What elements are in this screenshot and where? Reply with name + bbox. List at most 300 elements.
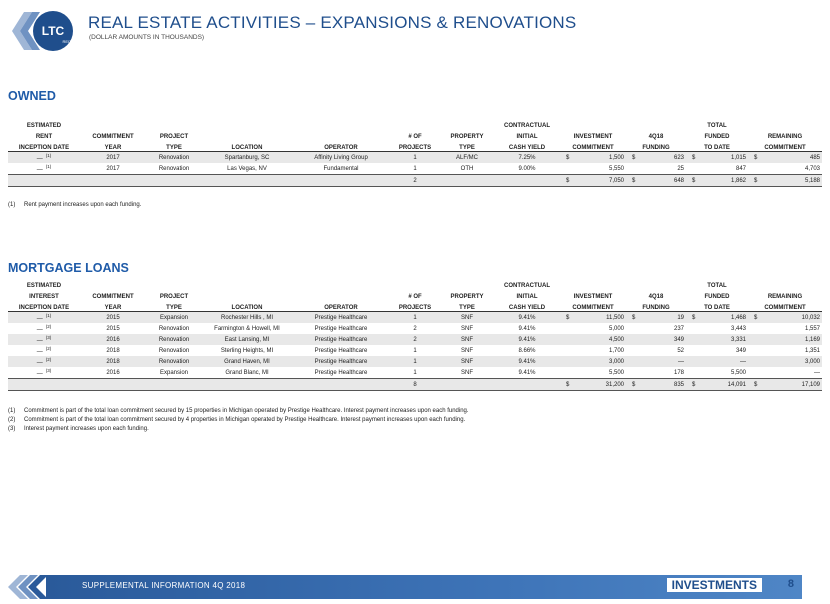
amount: — <box>678 358 684 365</box>
amount: 7,050 <box>608 177 624 184</box>
yield-cell: 7.25% <box>494 152 560 164</box>
column-header: CASH YIELD <box>494 140 560 152</box>
money-cell <box>626 367 686 379</box>
amount: 1,468 <box>730 314 746 321</box>
owned-section-title: OWNED <box>8 89 56 103</box>
money-cell <box>560 379 626 391</box>
currency-symbol: $ <box>632 177 636 184</box>
money-cell <box>748 356 822 367</box>
inception-cell <box>8 345 80 356</box>
column-header: COMMITMENT <box>560 140 626 152</box>
mortgage-section-title: MORTGAGE LOANS <box>8 261 129 275</box>
amount: 31,200 <box>605 381 624 388</box>
money-cell <box>686 323 748 334</box>
currency-symbol: $ <box>632 381 636 388</box>
inception-cell <box>8 163 80 175</box>
page-subtitle: (DOLLAR AMOUNTS IN THOUSANDS) <box>89 34 205 41</box>
amount: 19 <box>677 314 684 321</box>
column-header: REMAINING <box>767 294 803 300</box>
column-header: COMMITMENT <box>560 300 626 312</box>
money-cell <box>686 152 748 164</box>
amount: 5,550 <box>608 165 624 172</box>
inception-value: — <box>36 360 43 366</box>
location-cell: East Lansing, MI <box>202 334 292 345</box>
table-row <box>8 163 822 175</box>
inception-cell <box>8 356 80 367</box>
year-cell: 2018 <box>80 356 146 367</box>
money-cell <box>748 379 822 391</box>
money-cell <box>560 312 626 324</box>
page-title: REAL ESTATE ACTIVITIES – EXPANSIONS & RENOVATIONS <box>88 13 577 32</box>
footnote-marker: (2) <box>45 357 52 362</box>
money-cell <box>686 334 748 345</box>
owned-footnotes <box>8 201 141 210</box>
amount: 3,331 <box>730 336 746 343</box>
column-header <box>748 278 822 289</box>
column-header <box>80 118 146 129</box>
money-cell <box>686 163 748 175</box>
location-cell: Sterling Heights, MI <box>220 347 274 354</box>
footnote-number: (1) <box>8 202 16 208</box>
column-header <box>202 278 292 289</box>
column-header <box>292 118 390 129</box>
amount: 1,351 <box>804 347 820 354</box>
column-header: FUNDED <box>704 294 730 300</box>
column-header <box>390 118 440 129</box>
amount: 3,443 <box>730 325 746 332</box>
money-cell <box>748 163 822 175</box>
footnote-number: (3) <box>8 426 16 432</box>
column-header: INTEREST <box>29 294 59 300</box>
type-cell: Renovation <box>146 334 202 345</box>
projects-cell: 2 <box>390 334 440 345</box>
footnote-text: Rent payment increases upon each funding. <box>24 202 142 208</box>
table-row <box>8 334 822 345</box>
empty-cell <box>80 175 146 187</box>
column-header: TYPE <box>440 140 494 152</box>
inception-cell <box>8 323 80 334</box>
mortgage-footnotes <box>8 407 469 434</box>
column-header: PROPERTY <box>450 294 484 300</box>
column-header: LOCATION <box>202 300 292 312</box>
money-cell <box>560 367 626 379</box>
column-header <box>292 289 390 300</box>
currency-symbol: $ <box>566 314 570 321</box>
amount: 11,500 <box>606 314 624 321</box>
column-header: PROJECTS <box>390 140 440 152</box>
money-cell <box>560 175 626 187</box>
header-row <box>8 289 822 300</box>
currency-symbol: $ <box>566 177 570 184</box>
inception-value: — <box>36 349 43 355</box>
amount: 1,169 <box>804 336 820 343</box>
column-header: ESTIMATED <box>26 123 62 129</box>
column-header: COMMITMENT <box>748 140 822 152</box>
ptype-cell: ALF/MC <box>440 152 494 164</box>
currency-symbol: $ <box>632 314 636 321</box>
location-cell: Rochester Hills , MI <box>202 312 292 324</box>
column-header <box>626 278 686 289</box>
column-header <box>292 278 390 289</box>
currency-symbol: $ <box>754 381 758 388</box>
operator-cell: Prestige Healthcare <box>314 325 368 332</box>
column-header: REMAINING <box>767 134 803 140</box>
table-row <box>8 323 822 334</box>
projects-cell: 1 <box>413 347 417 354</box>
column-header: LOCATION <box>202 140 292 152</box>
location-cell: Grand Blanc, MI <box>225 369 269 376</box>
amount: 1,015 <box>730 154 746 161</box>
column-header: COMMITMENT <box>92 294 134 300</box>
money-cell <box>560 356 626 367</box>
money-cell <box>748 334 822 345</box>
empty-cell <box>202 175 292 187</box>
column-header: PROJECT <box>159 134 189 140</box>
empty-cell <box>8 379 80 391</box>
amount: — <box>740 358 746 365</box>
inception-value: — <box>36 167 43 173</box>
empty-cell <box>494 175 560 187</box>
amount: 10,032 <box>801 314 820 321</box>
amount: 3,000 <box>608 358 624 365</box>
currency-symbol: $ <box>632 154 636 161</box>
ltc-logo <box>10 8 76 54</box>
inception-value: — <box>36 316 43 322</box>
column-header: FUNDED <box>704 134 730 140</box>
table-row <box>8 367 822 379</box>
column-header: INVESTMENT <box>573 294 613 300</box>
amount: 648 <box>673 177 684 184</box>
footnote <box>8 425 469 434</box>
column-header: COMMITMENT <box>92 134 134 140</box>
column-header: INVESTMENT <box>573 134 613 140</box>
year-cell: 2018 <box>106 347 120 354</box>
amount: 25 <box>677 165 684 172</box>
column-header <box>440 278 494 289</box>
column-header: INITIAL <box>516 294 538 300</box>
money-cell <box>560 152 626 164</box>
projects-cell: 1 <box>390 312 440 324</box>
logo-chevron-icon <box>10 8 76 54</box>
footnote-text: Interest payment increases upon each funding. <box>24 426 149 432</box>
inception-cell <box>8 152 80 164</box>
money-cell <box>560 163 626 175</box>
currency-symbol: $ <box>754 314 758 321</box>
money-cell <box>626 345 686 356</box>
projects-cell: 1 <box>413 165 417 172</box>
amount: 349 <box>673 336 684 343</box>
operator-cell: Prestige Healthcare <box>292 356 390 367</box>
footnote-marker: (1) <box>45 164 52 169</box>
amount: 52 <box>677 347 684 354</box>
amount: 485 <box>809 154 820 161</box>
total-projects-cell: 2 <box>390 175 440 187</box>
column-header: PROJECT <box>159 294 189 300</box>
amount: 5,000 <box>608 325 624 332</box>
inception-value: — <box>36 156 43 162</box>
column-header: RENT <box>35 134 53 140</box>
column-header: COMMITMENT <box>748 300 822 312</box>
yield-cell: 8.66% <box>518 347 536 354</box>
column-header: PROPERTY <box>450 134 484 140</box>
operator-cell: Prestige Healthcare <box>292 312 390 324</box>
location-cell: Spartanburg, SC <box>202 152 292 164</box>
footnote-marker: (2) <box>45 324 52 329</box>
footnote <box>8 407 469 416</box>
projects-cell: 1 <box>390 152 440 164</box>
column-header: YEAR <box>80 140 146 152</box>
table-row <box>8 356 822 367</box>
table-row <box>8 152 822 164</box>
currency-symbol: $ <box>692 154 696 161</box>
inception-value: — <box>36 327 43 333</box>
type-cell: Expansion <box>159 369 189 376</box>
column-header: CONTRACTUAL <box>504 123 550 129</box>
currency-symbol: $ <box>566 381 570 388</box>
column-header <box>202 289 292 300</box>
inception-cell <box>8 367 80 379</box>
column-header <box>202 118 292 129</box>
footnote-text: Commitment is part of the total loan commitment secured by 15 properties in Michigan operated by Prestige Healthcare. Interest payment increases upon each funding. <box>24 408 469 414</box>
operator-cell: Affinity Living Group <box>292 152 390 164</box>
total-projects-cell: 8 <box>390 379 440 391</box>
column-header: FUNDING <box>626 140 686 152</box>
location-cell: Grand Haven, MI <box>202 356 292 367</box>
footnote-marker: (1) <box>45 313 52 318</box>
footnote-number: (2) <box>8 417 16 423</box>
ptype-cell: SNF <box>440 312 494 324</box>
money-cell <box>748 175 822 187</box>
type-cell: Renovation <box>146 356 202 367</box>
total-row <box>8 175 822 187</box>
ptype-cell: OTH <box>460 165 474 172</box>
column-header <box>292 129 390 140</box>
year-cell: 2016 <box>80 334 146 345</box>
money-cell <box>748 323 822 334</box>
column-header: INITIAL <box>516 134 538 140</box>
amount: 623 <box>673 154 684 161</box>
money-cell <box>626 312 686 324</box>
operator-cell: Prestige Healthcare <box>292 334 390 345</box>
currency-symbol: $ <box>566 154 570 161</box>
table-row <box>8 312 822 324</box>
ptype-cell: SNF <box>461 325 473 332</box>
amount: 1,700 <box>608 347 624 354</box>
type-cell: Renovation <box>158 325 190 332</box>
column-header <box>390 278 440 289</box>
column-header: OPERATOR <box>292 300 390 312</box>
money-cell <box>686 175 748 187</box>
column-header: # OF <box>408 294 422 300</box>
year-cell: 2017 <box>106 165 120 172</box>
amount: 349 <box>735 347 746 354</box>
money-cell <box>626 152 686 164</box>
amount: 5,500 <box>608 369 624 376</box>
footer-supplemental-label: SUPPLEMENTAL INFORMATION 4Q 2018 <box>82 581 246 590</box>
yield-cell: 9.41% <box>494 312 560 324</box>
column-header: INCEPTION DATE <box>8 140 80 152</box>
footnote-marker: (1) <box>45 153 52 158</box>
currency-symbol: $ <box>692 314 696 321</box>
money-cell <box>686 312 748 324</box>
money-cell <box>560 345 626 356</box>
empty-cell <box>292 175 390 187</box>
footnote <box>8 201 141 210</box>
money-cell <box>626 356 686 367</box>
header-row <box>8 140 822 152</box>
logo-text: LTC <box>41 24 65 38</box>
type-cell: Expansion <box>146 312 202 324</box>
empty-cell <box>292 379 390 391</box>
column-header: TO DATE <box>686 300 748 312</box>
money-cell <box>686 379 748 391</box>
year-cell: 2015 <box>80 312 146 324</box>
amount: 1,500 <box>608 154 624 161</box>
amount: 237 <box>673 325 684 332</box>
yield-cell: 9.41% <box>518 325 536 332</box>
column-header: TYPE <box>440 300 494 312</box>
money-cell <box>626 163 686 175</box>
empty-cell <box>8 175 80 187</box>
column-header: CONTRACTUAL <box>504 283 550 289</box>
type-cell: Renovation <box>158 347 190 354</box>
column-header: TO DATE <box>686 140 748 152</box>
money-cell <box>748 367 822 379</box>
money-cell <box>686 345 748 356</box>
projects-cell: 1 <box>390 356 440 367</box>
amount: 5,500 <box>730 369 746 376</box>
money-cell <box>560 323 626 334</box>
column-header <box>146 118 202 129</box>
column-header: 4Q18 <box>648 294 664 300</box>
amount: 4,703 <box>804 165 820 172</box>
amount: 847 <box>735 165 746 172</box>
column-header: TOTAL <box>707 123 727 129</box>
projects-cell: 1 <box>413 369 417 376</box>
amount: 835 <box>673 381 684 388</box>
money-cell <box>686 367 748 379</box>
amount: — <box>814 369 820 376</box>
footnote-marker: (3) <box>45 368 52 373</box>
money-cell <box>626 175 686 187</box>
money-cell <box>626 379 686 391</box>
type-cell: Renovation <box>146 152 202 164</box>
empty-cell <box>440 379 494 391</box>
ptype-cell: SNF <box>440 356 494 367</box>
location-cell: Las Vegas, NV <box>227 165 267 172</box>
money-cell <box>748 312 822 324</box>
amount: 4,500 <box>608 336 624 343</box>
empty-cell <box>146 379 202 391</box>
column-header <box>146 278 202 289</box>
year-cell: 2017 <box>80 152 146 164</box>
column-header <box>560 278 626 289</box>
operator-cell: Prestige Healthcare <box>314 369 368 376</box>
header-row <box>8 129 822 140</box>
projects-cell: 2 <box>413 325 417 332</box>
currency-symbol: $ <box>754 177 758 184</box>
empty-cell <box>494 379 560 391</box>
footnote <box>8 416 469 425</box>
money-cell <box>626 323 686 334</box>
amount: 14,091 <box>727 381 746 388</box>
footnote-marker: (3) <box>45 335 52 340</box>
amount: 1,862 <box>730 177 746 184</box>
column-header <box>440 118 494 129</box>
total-row <box>8 379 822 391</box>
column-header: CASH YIELD <box>494 300 560 312</box>
empty-cell <box>146 175 202 187</box>
empty-cell <box>80 379 146 391</box>
amount: 5,188 <box>804 177 820 184</box>
column-header: # OF <box>408 134 422 140</box>
inception-value: — <box>36 371 43 377</box>
currency-symbol: $ <box>692 381 696 388</box>
inception-cell <box>8 334 80 345</box>
column-header: TYPE <box>146 300 202 312</box>
column-header: TOTAL <box>707 283 727 289</box>
money-cell <box>748 345 822 356</box>
page-number: 8 <box>787 578 794 590</box>
amount: 1,557 <box>804 325 820 332</box>
column-header <box>202 129 292 140</box>
column-header: 4Q18 <box>648 134 664 140</box>
column-header <box>748 118 822 129</box>
empty-cell <box>202 379 292 391</box>
operator-cell: Prestige Healthcare <box>314 347 368 354</box>
footnote-number: (1) <box>8 408 16 414</box>
header-row <box>8 278 822 289</box>
logo-subtext: REIT <box>62 39 72 44</box>
column-header: YEAR <box>80 300 146 312</box>
column-header: FUNDING <box>626 300 686 312</box>
yield-cell: 9.41% <box>494 356 560 367</box>
currency-symbol: $ <box>754 154 758 161</box>
amount: 3,000 <box>804 358 820 365</box>
money-cell <box>560 334 626 345</box>
empty-cell <box>440 175 494 187</box>
yield-cell: 9.00% <box>518 165 536 172</box>
operator-cell: Fundamental <box>323 165 359 172</box>
header-row <box>8 300 822 312</box>
ptype-cell: SNF <box>440 334 494 345</box>
table-row <box>8 345 822 356</box>
owned-table <box>8 118 822 187</box>
ptype-cell: SNF <box>461 347 473 354</box>
year-cell: 2015 <box>106 325 120 332</box>
ptype-cell: SNF <box>461 369 473 376</box>
amount: 17,109 <box>801 381 820 388</box>
inception-cell <box>8 312 80 324</box>
column-header: INCEPTION DATE <box>8 300 80 312</box>
column-header <box>626 118 686 129</box>
footer <box>0 570 830 604</box>
yield-cell: 9.41% <box>518 369 536 376</box>
footnote-text: Commitment is part of the total loan commitment secured by 4 properties in Michigan operated by Prestige Healthcare. Interest payment increases upon each funding. <box>24 417 466 423</box>
column-header: TYPE <box>146 140 202 152</box>
column-header <box>560 118 626 129</box>
footer-section-label: INVESTMENTS <box>667 578 762 592</box>
footnote-marker: (2) <box>45 346 52 351</box>
inception-value: — <box>36 338 43 344</box>
column-header: ESTIMATED <box>26 283 62 289</box>
amount: 178 <box>673 369 684 376</box>
type-cell: Renovation <box>158 165 190 172</box>
currency-symbol: $ <box>692 177 696 184</box>
year-cell: 2016 <box>106 369 120 376</box>
yield-cell: 9.41% <box>494 334 560 345</box>
money-cell <box>748 152 822 164</box>
